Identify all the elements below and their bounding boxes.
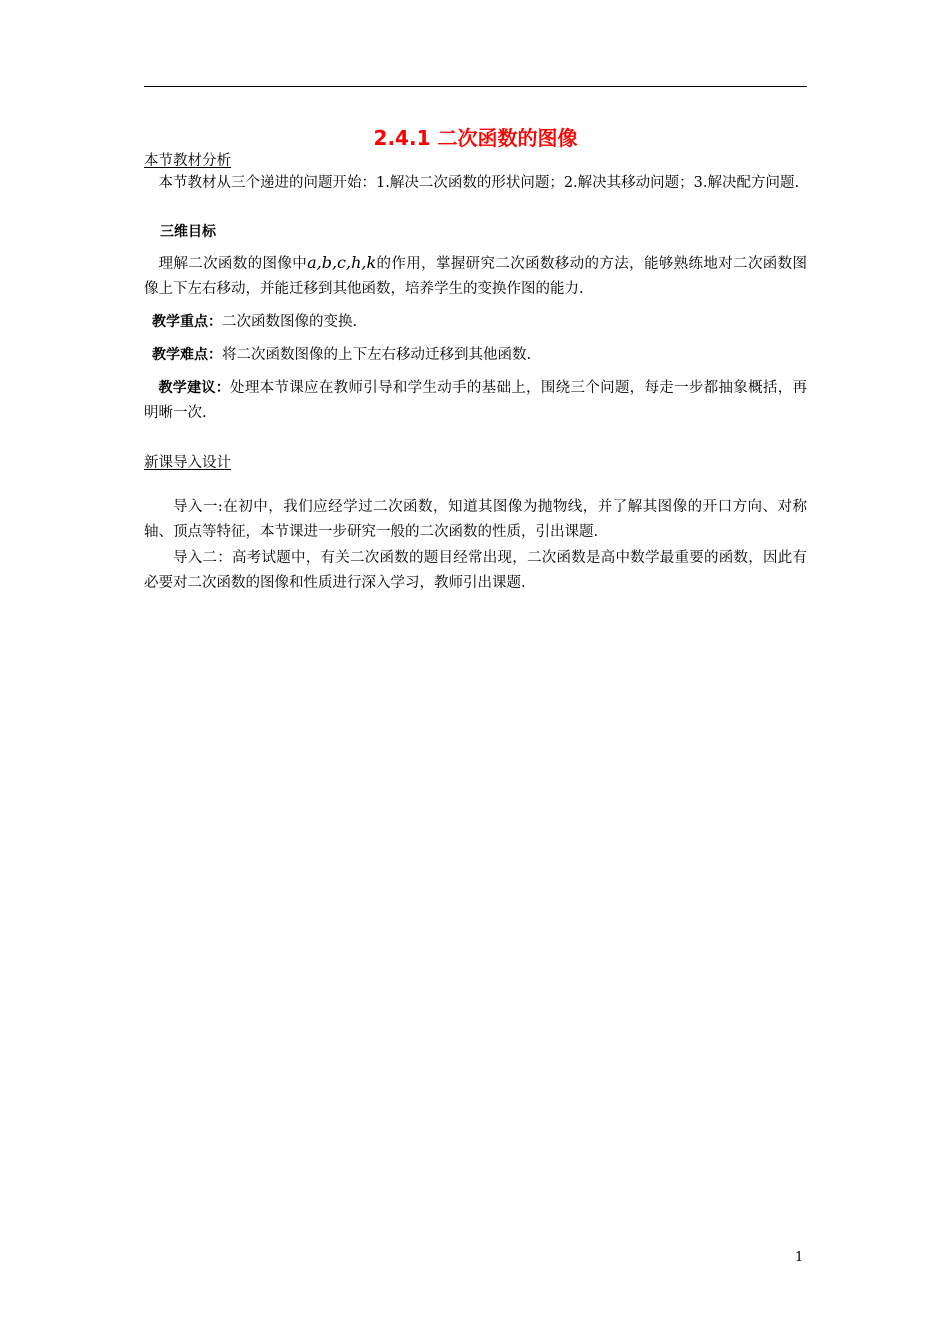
header-rule [144, 86, 807, 87]
intro-one-paragraph: 导入一:在初中，我们应经学过二次函数，知道其图像为抛物线，并了解其图像的开口方向、对称轴、顶点等特征，本节课进一步研究一般的二次函数的性质，引出课题. [144, 499, 807, 540]
section-heading-textbook-analysis: 本节教材分析 [144, 153, 231, 169]
difficult-point-label: 教学难点： [152, 347, 222, 363]
goals-text-before: 理解二次函数的图像中 [158, 256, 308, 272]
suggestion-paragraph [144, 376, 807, 426]
key-point-label: 教学重点： [152, 314, 222, 330]
section-heading-lesson-intro: 新课导入设计 [144, 455, 231, 471]
suggestion-text: 处理本节课应在教师引导和学生动手的基础上，围绕三个问题，每走一步都抽象概括，再明晰一次. [144, 380, 808, 421]
suggestion-label: 教学建议： [158, 380, 231, 396]
key-point-text: 二次函数图像的变换. [222, 314, 358, 330]
textbook-analysis-paragraph: 本节教材从三个递进的问题开始：1.解决二次函数的形状问题；2.解决其移动问题；3.解决配方问题. [158, 175, 800, 191]
difficult-point-text: 将二次函数图像的上下左右移动迁移到其他函数. [222, 347, 532, 363]
intro-two-paragraph: 导入二：高考试题中，有关二次函数的题目经常出现，二次函数是高中数学最重要的函数，因此有必要对二次函数的图像和性质进行深入学习，教师引出课题. [144, 550, 807, 591]
goals-math-variables: a,b,c,h,k [307, 253, 377, 272]
document-title: 2.4.1 二次函数的图像 [373, 126, 578, 150]
key-point-paragraph [152, 310, 807, 335]
goals-paragraph [144, 250, 807, 302]
goals-text-after: 的作用，掌握研究二次函数移动的方法，能够熟练地对二次函数图像上下左右移动，并能迁移到其他函数，培养学生的变换作图的能力. [144, 256, 808, 297]
section-heading-goals: 三维目标 [160, 224, 216, 240]
difficult-point-paragraph [152, 343, 807, 368]
page-number: 1 [795, 1250, 804, 1265]
